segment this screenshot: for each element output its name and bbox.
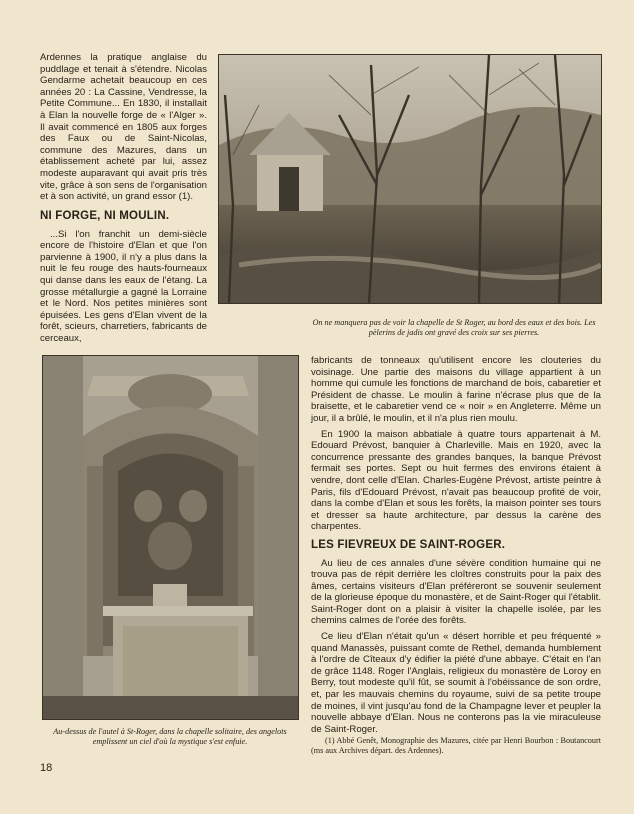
left-column-middle <box>40 204 207 349</box>
footnote <box>311 736 601 756</box>
section-heading: NI FORGE, NI MOULIN. <box>40 210 170 222</box>
chapel-photo-caption: On ne manquera pas de voir la chapelle de St Roger, au bord des eaux et des bois. Les pèlerins de jadis ont gravé des croix sur ses pierres. <box>312 318 596 337</box>
body-paragraph: ...Si l'on franchit un demi-siècle encore de l'histoire d'Elan et que l'on parvienne à 1900, il n'y a plus dans la nuit le feu rouge des hauts-fourneaux qui danse dans les eaux de l'étang. La grosse métallurgie a gagné la Lorraine et le Nord. Nos petites minières sont épuisées. Les gens d'Elan vivent de la forêt, scieurs, charretiers, fabricants de cerceaux, <box>40 228 207 344</box>
body-paragraph: En 1900 la maison abbatiale à quatre tours appartenait à M. Edouard Prévost, banquier à Charleville. Mais en 1920, avec la concurrence pressante des grandes banques, la banque Prévost fermait ses portes. Sept ou huit fermes des environs étaient à vendre, dont celle d'Elan. Charles-Eugène Prévost, artiste peintre à Paris, fils d'Edouard Prévost, n'avait pas beaucoup profité de voir, dans la combe d'Elan et sous les forêts, la maison pointer ses tours et dresser sa haute architecture, par dessus la carène des charpentes. <box>311 428 601 533</box>
altar-photo-image <box>43 356 298 719</box>
chapel-photo <box>218 54 602 304</box>
body-paragraph: Ardennes la pratique anglaise du puddlage et tenait à s'étendre. Nicolas Gendarme achetait beaucoup en ces années 20 : La Cassine, Vendresse, la Petite Commune... En 1830, il installait à Elan la nouvelle forge de « l'Alger ». Il avait commencé en 1805 aux forges des Faux ou de Saint-Nicolas, commune des Mazures, dans un établissement acheté par lui, assez modeste auparavant qui avait pris très vite, grâce à son sens de l'organisation et à son activité, un grand essor (1). <box>40 52 207 203</box>
footnote-text: (1) Abbé Genêt, Monographie des Mazures, citée par Henri Bourbon : Boutancourt (ms aux Archives départ. des Ardennes). <box>311 736 601 755</box>
page-number: 18 <box>40 762 53 774</box>
body-paragraph: Au lieu de ces annales d'une sévère condition humaine qui ne trouva pas de répit derrière les cloîtres construits pour la paix des âmes, certains visiteurs d'Elan préféreront se souvenir seulement de la glorieuse époque du monastère, et de Saint-Roger qui l'établit. Saint-Roger dont on a plaisir à visiter la chapelle isolée, par les chemins calmes de l'orée des forêts. <box>311 557 601 627</box>
section-heading: LES FIEVREUX DE SAINT-ROGER. <box>311 538 506 551</box>
body-paragraph: fabricants de tonneaux qu'utilisent encore les clouteries du voisinage. Une partie des maisons du village appartient à un homme qui cumule les fonctions de marchand de bois, cabaretier et Président de chasse. Le moulin à farine n'écrase plus que de la braisette, et le cabaretier vend ce « noir » en Angleterre. Même un jour, il a brûlé, le moulin, et il n'a plus rien moulu. <box>311 355 601 424</box>
altar-photo-caption: Au-dessus de l'autel à St-Roger, dans la chapelle solitaire, des angelots emplissent un ciel d'où la mystique s'est enfuie. <box>53 727 287 746</box>
right-column-bottom <box>311 355 601 739</box>
chapel-photo-image <box>219 55 601 303</box>
left-column-top <box>40 52 207 207</box>
altar-photo <box>42 355 299 720</box>
body-paragraph: Ce lieu d'Elan n'était qu'un « désert horrible et peu fréquenté » quand Manassès, puissant comte de Rethel, demanda humblement à l'ordre de Cîteaux d'y édifier la piété d'une abbaye. C'était en l'an de grâce 1148. Roger l'Anglais, religieux du monastère de Loroy en Berry, tout modeste qu'il fût, se soumit à l'obéissance de son ordre, et, par les mauvais chemins du royaume, suivi de sa petite troupe de moines, il vint jusqu'au fond de la Champagne lever et peupler la nouvelle abbaye d'Elan. Nous ne conterons pas la vie miraculeuse de Saint-Roger. <box>311 631 601 735</box>
